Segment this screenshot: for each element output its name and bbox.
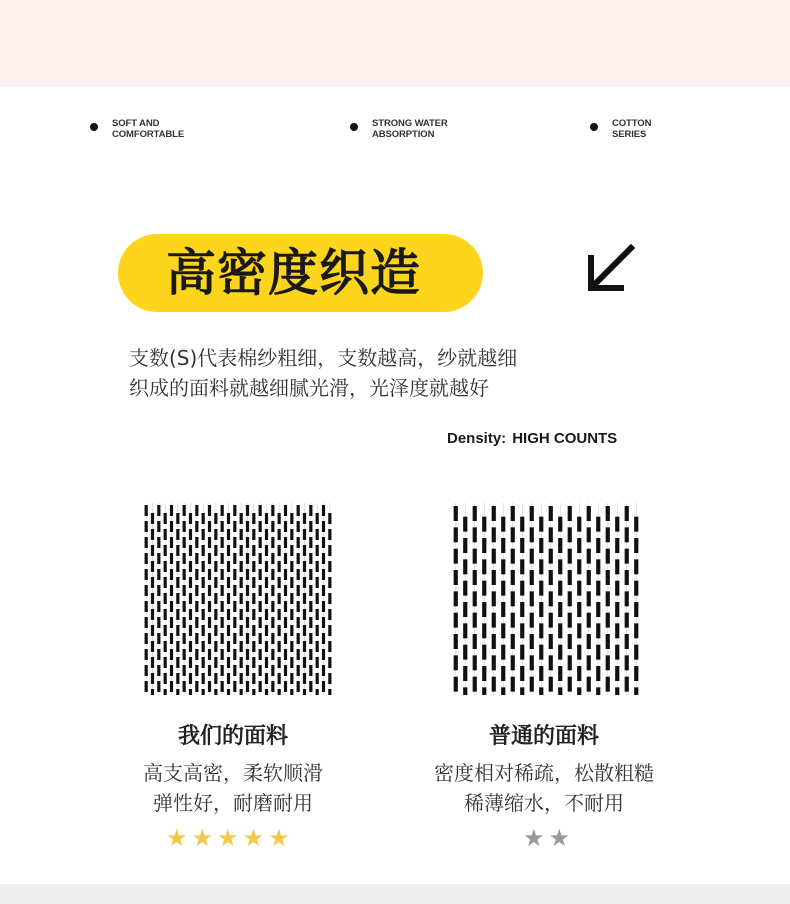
bullet-dot [590,123,598,131]
normal-fabric-line: 稀薄缩水，不耐用 [464,791,624,815]
bullet-dot [350,123,358,131]
density-value: HIGH COUNTS [512,430,618,447]
description-line: 支数(S)代表棉纱粗细，支数越高，纱就越细 [129,346,518,370]
star-icon: ★ [523,824,545,852]
star-icon: ★ [191,824,214,852]
section-heading: 高密度织造 [166,244,421,302]
density-label [447,430,617,447]
star-icon: ★ [268,824,290,852]
our-fabric-line: 弹性好，耐磨耐用 [153,791,313,815]
feature-line: SOFT AND [112,118,160,129]
bullet-dot [90,123,98,131]
feature-soft [90,118,184,140]
our-fabric-rating [166,826,294,850]
star-icon: ★ [548,824,571,852]
star-icon: ★ [166,824,188,852]
our-fabric-line: 高支高密，柔软顺滑 [143,761,323,785]
feature-label [372,118,448,140]
feature-cotton [590,118,651,140]
dense-weave-swatch [143,503,333,695]
feature-line: COTTON [612,118,652,129]
density-key: Density: [447,430,507,447]
normal-fabric-rating [523,826,574,850]
star-icon: ★ [242,824,265,852]
star-icon: ★ [217,824,239,852]
normal-fabric-title: 普通的面料 [488,724,599,749]
feature-line: ABSORPTION [372,129,435,140]
feature-absorption [350,118,448,140]
feature-label [112,118,184,140]
top-banner [0,0,790,87]
description [129,343,517,403]
feature-line: STRONG WATER [372,118,448,129]
loose-weave-swatch [451,503,641,695]
feature-line: SERIES [612,129,647,140]
bottom-divider [0,884,790,904]
feature-label [612,118,651,140]
feature-line: COMFORTABLE [112,129,185,140]
our-fabric-title: 我们的面料 [177,724,288,749]
normal-fabric-line: 密度相对稀疏，松散粗糙 [434,761,654,785]
down-left-arrow-icon [585,244,635,294]
description-line: 织成的面料就越细腻光滑，光泽度就越好 [129,376,489,400]
